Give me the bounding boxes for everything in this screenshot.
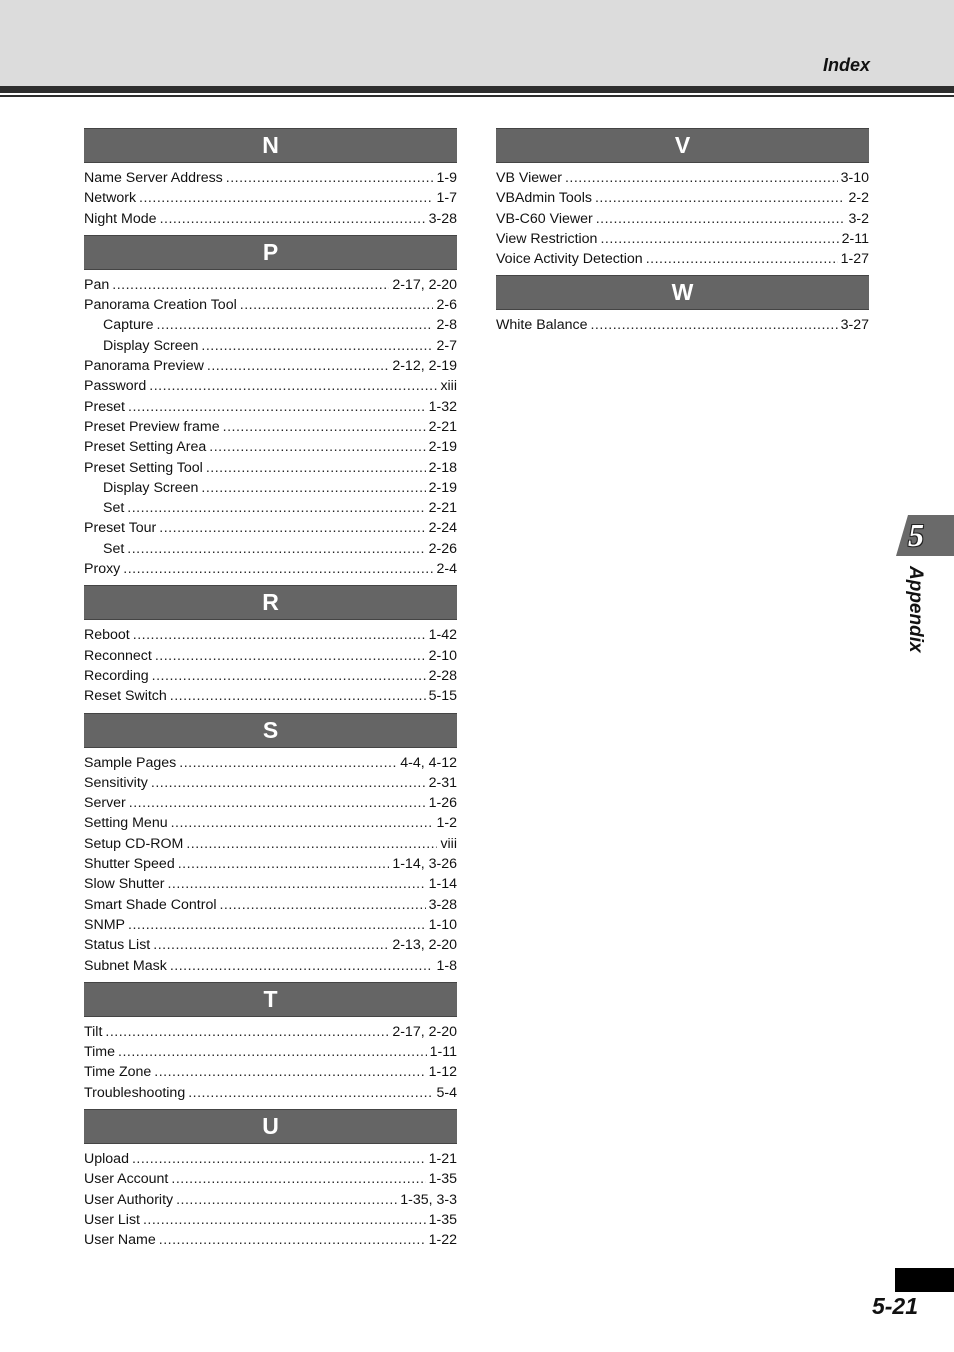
index-entry (84, 1149, 457, 1169)
dot-leader (171, 1169, 425, 1189)
index-term: Tilt (84, 1023, 103, 1040)
index-entry (496, 209, 869, 229)
index-page-ref: 1-35 (428, 1171, 457, 1188)
index-term: Slow Shutter (84, 876, 165, 893)
index-page-ref: 1-7 (436, 190, 457, 207)
header-rule-thick (0, 86, 954, 93)
index-term: Subnet Mask (84, 957, 167, 974)
dot-leader (565, 168, 838, 188)
index-entry (84, 1062, 457, 1082)
index-term: Preset Tour (84, 520, 157, 537)
dot-leader (154, 1062, 425, 1082)
footer-black-block (895, 1268, 954, 1292)
index-entry (84, 625, 457, 645)
index-section-t (84, 982, 457, 1103)
dot-leader (143, 1210, 426, 1230)
index-entry (84, 437, 457, 457)
index-term: Capture (103, 317, 154, 334)
index-term: Voice Activity Detection (496, 251, 643, 268)
index-term: Time Zone (84, 1064, 152, 1081)
index-entry (84, 753, 457, 773)
index-subentry (84, 315, 457, 335)
index-subentry (84, 539, 457, 559)
index-term: Troubleshooting (84, 1084, 186, 1101)
dot-leader (226, 168, 434, 188)
dot-leader (179, 753, 397, 773)
dot-leader (112, 275, 389, 295)
index-entry (84, 646, 457, 666)
dot-leader (132, 1149, 426, 1169)
index-term: Network (84, 190, 137, 207)
dot-leader (170, 686, 426, 706)
index-term: Password (84, 378, 147, 395)
index-entry (84, 793, 457, 813)
dot-leader (186, 834, 437, 854)
index-page-ref: 1-14 (428, 876, 457, 893)
index-term: Preset (84, 398, 126, 415)
dot-leader (171, 813, 434, 833)
index-page-ref: 3-2 (848, 210, 869, 227)
index-entry (84, 1022, 457, 1042)
dot-leader (159, 518, 425, 538)
index-entry (84, 295, 457, 315)
dot-leader (201, 478, 425, 498)
index-page-ref: 2-8 (436, 317, 457, 334)
index-section-v (496, 128, 869, 269)
dot-leader (219, 895, 425, 915)
index-entry (84, 1230, 457, 1250)
index-entry (84, 813, 457, 833)
index-page-ref: 3-10 (840, 170, 869, 186)
dot-leader (128, 397, 426, 417)
dot-leader (209, 437, 425, 457)
dot-leader (127, 498, 425, 518)
index-entry (496, 229, 869, 249)
chapter-tab-number: 5 (908, 517, 924, 553)
index-term: Display Screen (103, 337, 199, 354)
index-entry (84, 935, 457, 955)
index-term: VBAdmin Tools (496, 190, 592, 207)
dot-leader (223, 417, 426, 437)
dot-leader (160, 209, 426, 229)
index-term: User Name (84, 1232, 156, 1249)
index-term: VB-C60 Viewer (496, 210, 593, 227)
dot-leader (167, 874, 425, 894)
dot-leader (176, 1190, 397, 1210)
section-letter-heading: S (84, 713, 457, 748)
dot-leader (149, 376, 437, 396)
index-term: SNMP (84, 916, 125, 933)
index-page-ref: 1-9 (436, 170, 457, 186)
index-term: User Account (84, 1171, 169, 1188)
dot-leader (127, 539, 425, 559)
index-entry (84, 834, 457, 854)
index-term: Proxy (84, 561, 121, 578)
index-page-ref: 2-17, 2-20 (392, 1023, 457, 1040)
index-term: Reset Switch (84, 688, 167, 705)
index-page-ref: 2-26 (428, 540, 457, 557)
index-page-ref: viii (440, 835, 457, 852)
index-page-ref: 3-27 (840, 317, 869, 334)
index-page-ref: 3-28 (428, 210, 457, 227)
index-term: Panorama Creation Tool (84, 297, 237, 314)
index-page-ref: 1-8 (436, 957, 457, 974)
index-entry (84, 356, 457, 376)
index-term: Night Mode (84, 210, 157, 227)
index-term: User Authority (84, 1191, 174, 1208)
index-entry (84, 559, 457, 579)
index-page-ref: 2-4 (436, 561, 457, 578)
index-entry (84, 417, 457, 437)
index-term: White Balance (496, 317, 588, 334)
index-entry (84, 666, 457, 686)
index-page-ref: 2-31 (428, 774, 457, 791)
index-entry (84, 397, 457, 417)
index-page-ref: 1-26 (428, 795, 457, 812)
index-term: Status List (84, 937, 151, 954)
index-term: VB Viewer (496, 170, 562, 186)
index-term: Time (84, 1044, 116, 1061)
header-title: Index (822, 55, 870, 75)
index-term: Preset Setting Tool (84, 459, 203, 476)
index-page-ref: 2-21 (428, 418, 457, 435)
index-entry (84, 376, 457, 396)
index-entry (84, 188, 457, 208)
dot-leader (156, 315, 433, 335)
index-page-ref: 2-19 (428, 479, 457, 496)
index-page-ref: 2-6 (436, 297, 457, 314)
index-page-ref: 1-12 (428, 1064, 457, 1081)
chapter-tab-label: Appendix (905, 566, 926, 653)
index-page-ref: 1-32 (428, 398, 457, 415)
section-letter-heading: P (84, 235, 457, 270)
index-section-u (84, 1109, 457, 1250)
dot-leader (123, 559, 433, 579)
index-page-ref: 2-13, 2-20 (392, 937, 457, 954)
index-entry (84, 1083, 457, 1103)
index-section-p (84, 235, 457, 579)
dot-leader (201, 336, 433, 356)
index-page-ref: 2-10 (428, 647, 457, 664)
index-page-ref: 2-11 (841, 230, 869, 247)
section-letter-heading: W (496, 275, 869, 310)
index-subentry (84, 478, 457, 498)
dot-leader (596, 209, 846, 229)
header-rule-thin (0, 95, 954, 97)
index-term: Setting Menu (84, 815, 168, 832)
index-entry (84, 895, 457, 915)
index-entry (84, 168, 457, 188)
index-term: Name Server Address (84, 170, 223, 186)
index-term: Sensitivity (84, 774, 148, 791)
index-entry (84, 1190, 457, 1210)
index-page-ref: 1-35, 3-3 (400, 1191, 457, 1208)
index-entry (84, 458, 457, 478)
index-entry (84, 874, 457, 894)
index-term: Pan (84, 276, 110, 293)
index-entry (84, 518, 457, 538)
index-entry (84, 1042, 457, 1062)
index-term: View Restriction (496, 230, 598, 247)
index-page-ref: 1-35 (428, 1211, 457, 1228)
dot-leader (188, 1083, 433, 1103)
index-term: Reconnect (84, 647, 152, 664)
index-page-ref: 5-15 (428, 688, 457, 705)
index-page-ref: xiii (440, 378, 457, 395)
dot-leader (128, 915, 426, 935)
index-page-ref: 4-4, 4-12 (400, 754, 457, 771)
dot-leader (133, 625, 426, 645)
dot-leader (595, 188, 846, 208)
index-page-ref: 1-22 (428, 1232, 457, 1249)
index-term: Reboot (84, 627, 130, 644)
index-term: Server (84, 795, 126, 812)
index-page-ref: 1-42 (428, 627, 457, 644)
index-page-ref: 2-21 (428, 500, 457, 517)
section-letter-heading: R (84, 585, 457, 620)
dot-leader (129, 793, 426, 813)
section-letter-heading: T (84, 982, 457, 1017)
index-term: Panorama Preview (84, 358, 204, 375)
index-term: Shutter Speed (84, 856, 175, 873)
dot-leader (139, 188, 433, 208)
index-entry (496, 249, 869, 269)
dot-leader (206, 458, 426, 478)
index-page-ref: 1-21 (428, 1150, 457, 1167)
index-page-ref: 2-2 (848, 190, 869, 207)
index-section-w (496, 275, 869, 335)
index-term: Recording (84, 667, 149, 684)
index-page-ref: 2-24 (428, 520, 457, 537)
index-term: Set (103, 540, 125, 557)
index-term: Sample Pages (84, 754, 177, 771)
index-page-ref: 1-2 (436, 815, 457, 832)
dot-leader (159, 1230, 426, 1250)
index-section-s (84, 713, 457, 976)
index-entry (84, 773, 457, 793)
index-section-n (84, 128, 457, 229)
dot-leader (170, 956, 434, 976)
page-number: 5-21 (871, 1293, 918, 1319)
index-subentry (84, 498, 457, 518)
index-entry (496, 315, 869, 335)
index-term: Smart Shade Control (84, 896, 217, 913)
index-page-ref: 2-18 (428, 459, 457, 476)
index-term: Preset Preview frame (84, 418, 220, 435)
index-entry (84, 1210, 457, 1230)
index-page-ref: 1-10 (428, 916, 457, 933)
index-term: Set (103, 500, 125, 517)
dot-leader (240, 295, 434, 315)
index-entry (84, 686, 457, 706)
index-term: User List (84, 1211, 140, 1228)
section-letter-heading: U (84, 1109, 457, 1144)
dot-leader (178, 854, 390, 874)
dot-leader (207, 356, 389, 376)
index-page-ref: 1-14, 3-26 (392, 856, 457, 873)
index-page-ref: 2-19 (428, 439, 457, 456)
index-column-left (84, 128, 457, 1256)
dot-leader (151, 773, 426, 793)
section-letter-heading: N (84, 128, 457, 163)
index-term: Display Screen (103, 479, 199, 496)
index-page-ref: 1-11 (429, 1044, 457, 1061)
index-entry (84, 209, 457, 229)
index-section-r (84, 585, 457, 706)
index-entry (84, 1169, 457, 1189)
section-letter-heading: V (496, 128, 869, 163)
dot-leader (600, 229, 838, 249)
index-entry (84, 915, 457, 935)
index-entry (84, 854, 457, 874)
index-entry (496, 168, 869, 188)
index-term: Setup CD-ROM (84, 835, 184, 852)
dot-leader (105, 1022, 389, 1042)
index-term: Preset Setting Area (84, 439, 207, 456)
index-page-ref: 1-27 (840, 251, 869, 268)
index-entry (84, 956, 457, 976)
index-subentry (84, 336, 457, 356)
index-column-right (496, 128, 869, 342)
index-page-ref: 2-17, 2-20 (392, 276, 457, 293)
dot-leader (590, 315, 837, 335)
dot-leader (646, 249, 838, 269)
index-entry (84, 275, 457, 295)
dot-leader (152, 666, 426, 686)
index-entry (496, 188, 869, 208)
dot-leader (118, 1042, 427, 1062)
index-page-ref: 2-7 (436, 337, 457, 354)
page-header (0, 0, 954, 86)
index-page-ref: 5-4 (436, 1084, 457, 1101)
dot-leader (153, 935, 389, 955)
index-page-ref: 2-12, 2-19 (392, 358, 457, 375)
index-page-ref: 3-28 (428, 896, 457, 913)
dot-leader (155, 646, 426, 666)
index-page-ref: 2-28 (428, 667, 457, 684)
index-term: Upload (84, 1150, 129, 1167)
